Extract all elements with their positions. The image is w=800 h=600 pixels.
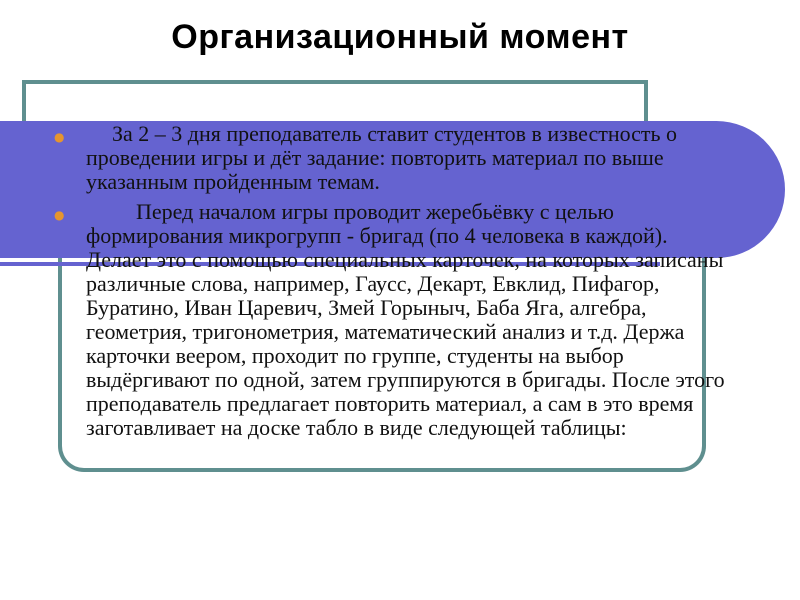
bullet-paragraph-2 xyxy=(50,200,730,440)
bullet-text-2: Перед началом игры проводит жеребьёвку с целью формирования микрогрупп - бригад (по 4 человека в каждой). Делает это с помощью специальных карточек, на которых записаны различные слова, например, Гаусс, Декарт, Евклид, Пифагор, Буратино, Иван Царевич, Змей Горыныч, Баба Яга, алгебра, геометрия, тригонометрия, математический анализ и т.д. Держа карточки веером, проходит по группе, студенты на выбор выдёргивают по одной, затем группируются в бригады. После этого преподаватель предлагает повторить материал, а сам в это время заготавливает на доске табло в виде следующей таблицы: xyxy=(86,199,725,440)
bullet-dot-icon: ● xyxy=(54,130,65,144)
bullet-paragraph-1 xyxy=(50,122,730,194)
slide-body xyxy=(50,122,730,446)
bullet-dot-icon: ● xyxy=(54,208,65,222)
slide-title: Организационный момент xyxy=(171,18,629,56)
bullet-text-1: За 2 – 3 дня преподаватель ставит студентов в известность о проведении игры и дёт задание: повторить материал по выше указанным пройденным темам. xyxy=(86,121,678,194)
